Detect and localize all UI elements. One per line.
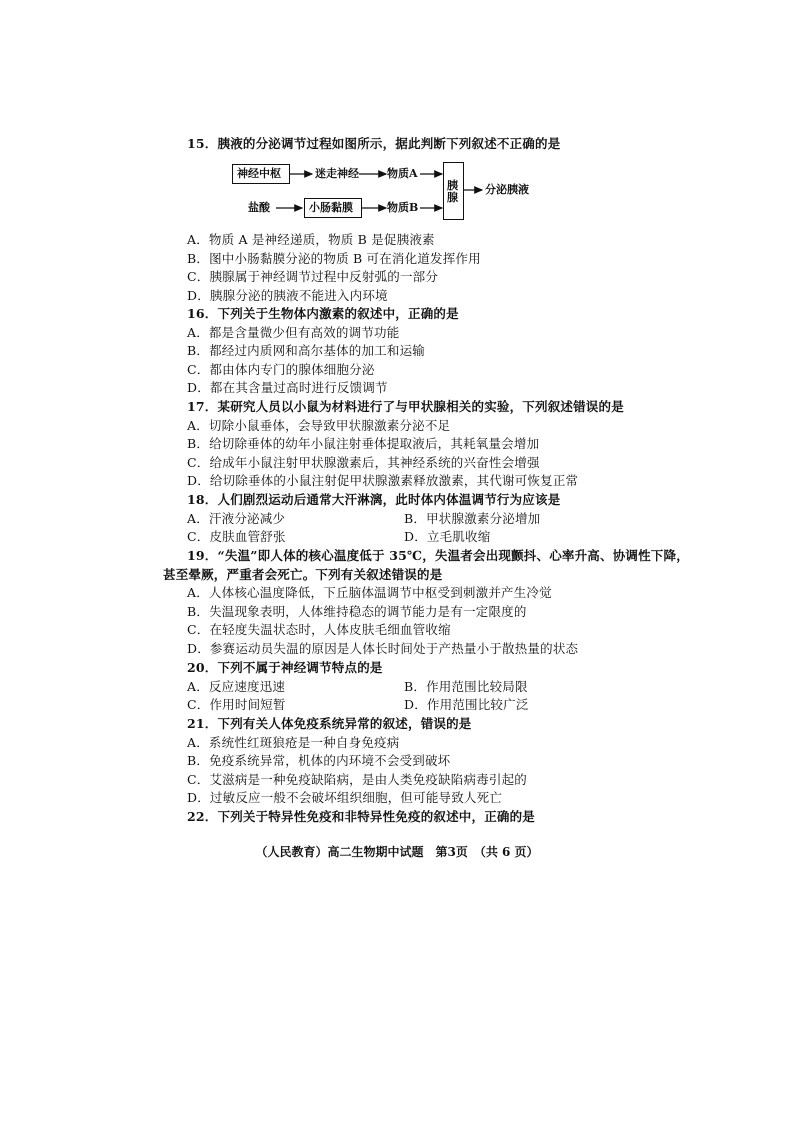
q20-option-b: B．作用范围比较局限 (404, 679, 528, 694)
substance-a-label: 物质A (387, 167, 418, 180)
q19-option-b: B．失温现象表明，人体维持稳态的调节能力是有一定限度的 (187, 604, 527, 619)
q16-stem: 16．下列关于生物体内激素的叙述中，正确的是 (187, 306, 459, 321)
q19-option-a: A．人体核心温度降低，下丘脑体温调节中枢受到刺激并产生冷觉 (187, 585, 552, 600)
q21-option-c: C．艾滋病是一种免疫缺陷病，是由人类免疫缺陷病毒引起的 (187, 772, 527, 787)
q17-option-b: B．给切除垂体的幼年小鼠注射垂体提取液后，其耗氧量会增加 (187, 436, 540, 451)
q20-option-d: D．作用范围比较广泛 (404, 697, 529, 712)
pancreas-regulation-diagram (228, 160, 548, 224)
vagus-nerve-label: 迷走神经 (315, 167, 359, 180)
q20-option-c: C．作用时间短暂 (187, 697, 286, 712)
q15-stem: 15．胰液的分泌调节过程如图所示，据此判断下列叙述不正确的是 (187, 136, 561, 151)
q15-option-d: D．胰腺分泌的胰液不能进入内环境 (187, 288, 388, 303)
q19-stem-line2: 甚至晕厥，严重者会死亡。下列有关叙述错误的是 (163, 567, 443, 582)
q19-option-d: D．参赛运动员失温的原因是人体长时间处于产热量小于散热量的状态 (187, 641, 579, 656)
hydrochloric-acid-label: 盐酸 (248, 201, 270, 214)
q16-option-a: A．都是含量微少但有高效的调节功能 (187, 325, 400, 340)
q21-option-b: B．免疫系统异常，机体的内环境不会受到破坏 (187, 753, 451, 768)
q21-option-a: A．系统性红斑狼疮是一种自身免疫病 (187, 735, 400, 750)
q20-stem: 20．下列不属于神经调节特点的是 (187, 660, 383, 675)
q18-option-b: B．甲状腺激素分泌增加 (404, 511, 541, 526)
q17-option-d: D．给切除垂体的小鼠注射促甲状腺激素释放激素，其代谢可恢复正常 (187, 473, 579, 488)
q16-option-c: C．都由体内专门的腺体细胞分泌 (187, 362, 375, 377)
q18-option-d: D．立毛肌收缩 (404, 529, 491, 544)
q16-option-b: B．都经过内质网和高尔基体的加工和运输 (187, 343, 425, 358)
q15-option-b: B．图中小肠黏膜分泌的物质 B 可在消化道发挥作用 (187, 251, 481, 266)
q15-option-a: A．物质 A 是神经递质，物质 B 是促胰液素 (187, 232, 435, 247)
page-footer: （人民教育）高二生物期中试题 第3页 （共 6 页） (255, 845, 539, 859)
q19-stem-line1: 19．“失温”即人体的核心温度低于 35℃，失温者会出现颤抖、心率升高、协调性下降， (187, 548, 689, 563)
q15-option-c: C．胰腺属于神经调节过程中反射弧的一部分 (187, 269, 439, 284)
q17-option-a: A．切除小鼠垂体，会导致甲状腺激素分泌不足 (187, 418, 451, 433)
q18-option-a: A．汗液分泌减少 (187, 511, 286, 526)
intestinal-mucosa-label: 小肠黏膜 (309, 201, 353, 214)
q22-stem: 22．下列关于特异性免疫和非特异性免疫的叙述中，正确的是 (187, 809, 535, 824)
pancreas-label: 胰腺 (447, 179, 458, 204)
nerve-center-label: 神经中枢 (237, 167, 281, 180)
q21-option-d: D．过敏反应一般不会破坏组织细胞，但可能导致人死亡 (187, 790, 503, 805)
q18-option-c: C．皮肤血管舒张 (187, 529, 286, 544)
substance-b-label: 物质B (387, 201, 419, 214)
q17-option-c: C．给成年小鼠注射甲状腺激素后，其神经系统的兴奋性会增强 (187, 455, 540, 470)
secrete-juice-label: 分泌胰液 (485, 183, 529, 196)
q18-stem: 18．人们剧烈运动后通常大汗淋漓，此时体内体温调节行为应该是 (187, 492, 561, 507)
q21-stem: 21．下列有关人体免疫系统异常的叙述，错误的是 (187, 716, 472, 731)
q17-stem: 17．某研究人员以小鼠为材料进行了与甲状腺相关的实验，下列叙述错误的是 (187, 399, 624, 414)
q20-option-a: A．反应速度迅速 (187, 679, 286, 694)
q19-option-c: C．在轻度失温状态时，人体皮肤毛细血管收缩 (187, 622, 451, 637)
q16-option-d: D．都在其含量过高时进行反馈调节 (187, 380, 388, 395)
